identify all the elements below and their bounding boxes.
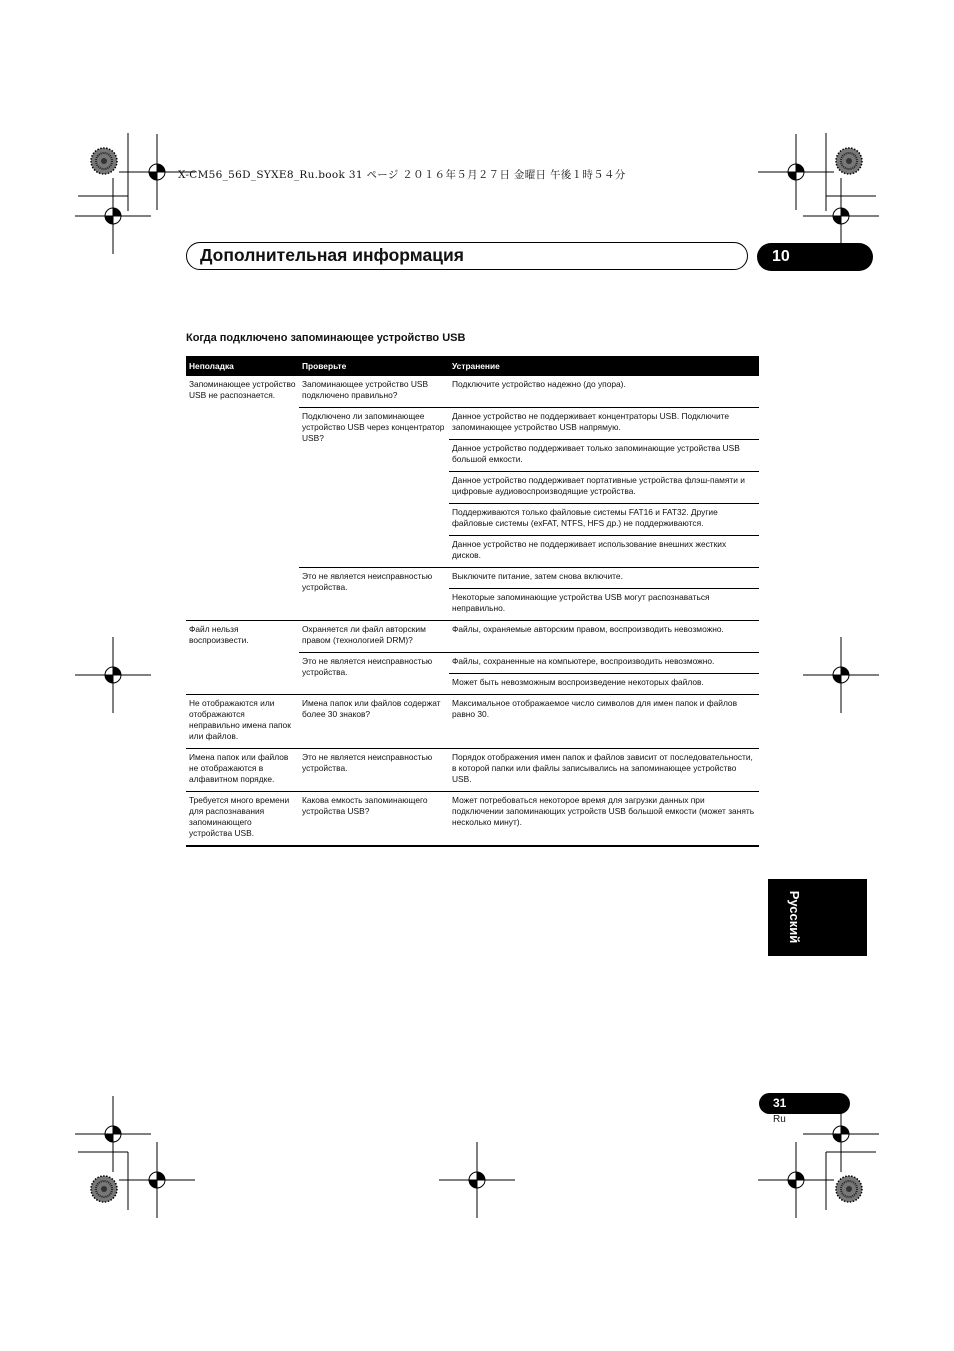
check-cell: Охраняется ли файл авторским правом (технологией DRM)?: [299, 621, 449, 653]
problem-cell: Не отображаются или отображаются неправильно имена папок или файлов.: [186, 695, 299, 749]
chapter-title: Дополнительная информация: [200, 245, 464, 265]
remedy-cell: Выключите питание, затем снова включите.: [449, 568, 759, 589]
check-cell: Это не является неисправностью устройства.: [299, 653, 449, 695]
remedy-cell: Данное устройство поддерживает портативные устройства флэш-памяти и цифровые аудиовоспроизводящие устройства.: [449, 472, 759, 504]
header-check: Проверьте: [299, 356, 449, 376]
table-row: [186, 376, 759, 408]
section-title: Когда подключено запоминающее устройство USB: [186, 332, 466, 344]
remedy-cell: Может потребоваться некоторое время для загрузки данных при подключении запоминающих устройств USB большой емкости (может занять несколько минут).: [449, 792, 759, 847]
language-tab: [768, 879, 867, 956]
check-cell: Это не является неисправностью устройства.: [299, 749, 449, 792]
language-tab-label: Русский: [787, 890, 802, 944]
chapter-number: 10: [757, 243, 873, 271]
remedy-cell: Поддерживаются только файловые системы FAT16 и FAT32. Другие файловые системы (exFAT, NTFS, HFS др.) не поддерживаются.: [449, 504, 759, 536]
troubleshooting-table: [186, 356, 759, 847]
remedy-cell: Данное устройство не поддерживает использование внешних жестких дисков.: [449, 536, 759, 568]
remedy-cell: Данное устройство не поддерживает концентраторы USB. Подключите запоминающее устройство USB напрямую.: [449, 408, 759, 440]
check-cell: Это не является неисправностью устройства.: [299, 568, 449, 621]
remedy-cell: Может быть невозможным воспроизведение некоторых файлов.: [449, 674, 759, 695]
table-row: [186, 621, 759, 653]
remedy-cell: Максимальное отображаемое число символов для имен папок и файлов равно 30.: [449, 695, 759, 749]
check-cell: Запоминающее устройство USB подключено правильно?: [299, 376, 449, 408]
remedy-cell: Некоторые запоминающие устройства USB могут распознаваться неправильно.: [449, 589, 759, 621]
problem-cell: Запоминающее устройство USB не распознается.: [186, 376, 299, 621]
remedy-cell: Подключите устройство надежно (до упора).: [449, 376, 759, 408]
table-row: [186, 749, 759, 792]
print-header: X-CM56_56D_SYXE8_Ru.book 31 ページ ２０１６年５月２７日 金曜日 午後１時５４分: [178, 169, 626, 181]
check-cell: Подключено ли запоминающее устройство USB через концентратор USB?: [299, 408, 449, 568]
header-remedy: Устранение: [449, 356, 759, 376]
check-cell: Имена папок или файлов содержат более 30 знаков?: [299, 695, 449, 749]
page-number: 31: [759, 1093, 850, 1114]
remedy-cell: Файлы, сохраненные на компьютере, воспроизводить невозможно.: [449, 653, 759, 674]
table-row: [186, 792, 759, 847]
remedy-cell: Файлы, охраняемые авторским правом, воспроизводить невозможно.: [449, 621, 759, 653]
problem-cell: Файл нельзя воспроизвести.: [186, 621, 299, 695]
check-cell: Какова емкость запоминающего устройства USB?: [299, 792, 449, 847]
table-row: [186, 695, 759, 749]
page-language: Ru: [773, 1114, 786, 1125]
remedy-cell: Порядок отображения имен папок и файлов зависит от последовательности, в которой папки или файлы записывались на запоминающее устройство USB.: [449, 749, 759, 792]
header-problem: Неполадка: [186, 356, 299, 376]
remedy-cell: Данное устройство поддерживает только запоминающие устройства USB большой емкости.: [449, 440, 759, 472]
problem-cell: Требуется много времени для распознавания запоминающего устройства USB.: [186, 792, 299, 847]
table-header-row: [186, 356, 759, 376]
problem-cell: Имена папок или файлов не отображаются в алфавитном порядке.: [186, 749, 299, 792]
